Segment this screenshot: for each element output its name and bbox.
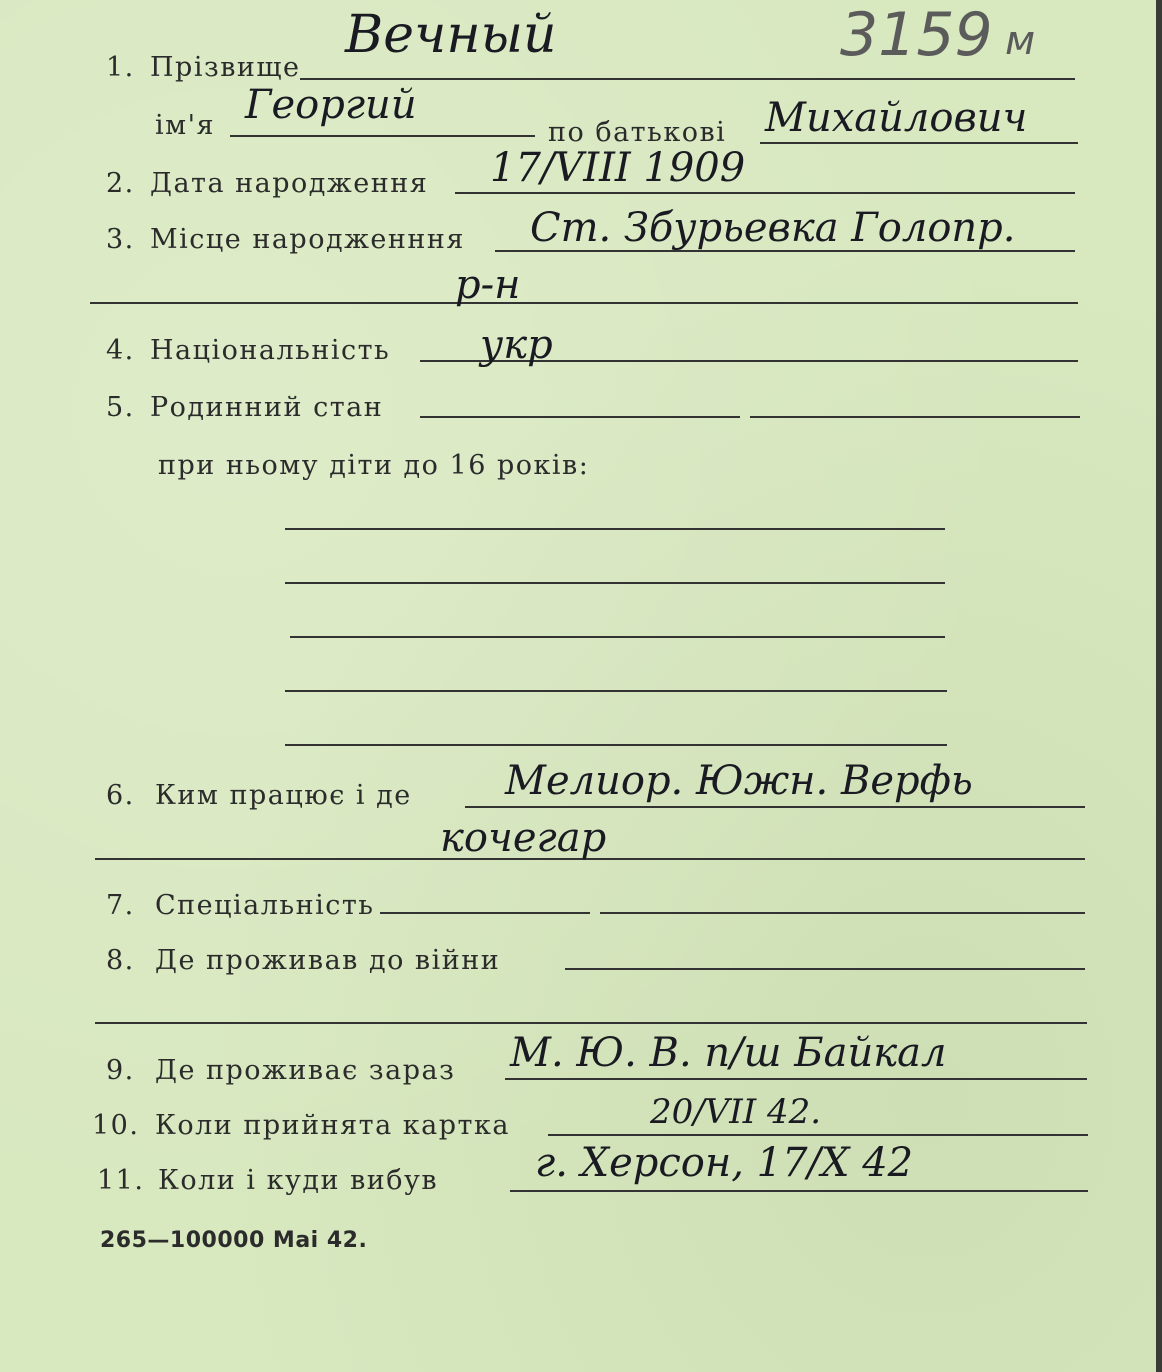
current-residence-line xyxy=(505,1078,1087,1080)
marital-label: Родинний стан xyxy=(150,392,384,423)
children-label: при ньому діти до 16 років: xyxy=(158,450,590,481)
surname-value: Вечный xyxy=(345,5,557,65)
field-4-number: 4. xyxy=(106,335,135,366)
card-edge xyxy=(1156,0,1162,1372)
name-value: Георгий xyxy=(245,82,417,128)
birthplace-line-2 xyxy=(90,302,1078,304)
card-accepted-line xyxy=(548,1134,1088,1136)
field-9-number: 9. xyxy=(106,1055,135,1086)
name-line xyxy=(230,135,535,137)
work-value: Мелиор. Южн. Верфь xyxy=(505,758,973,804)
work-line xyxy=(465,806,1085,808)
prewar-residence-line-2 xyxy=(95,1022,1087,1024)
birthplace-label: Місце народженння xyxy=(150,224,465,255)
departure-line xyxy=(510,1190,1088,1192)
surname-line xyxy=(300,78,1075,80)
departure-value: г. Херсон, 17/X 42 xyxy=(535,1140,914,1186)
field-11-number: 11. xyxy=(97,1165,145,1196)
field-7-number: 7. xyxy=(106,890,135,921)
field-5-number: 5. xyxy=(106,392,135,423)
marital-line-a xyxy=(420,416,740,418)
patronymic-value: Михайлович xyxy=(765,95,1028,141)
speciality-line-b xyxy=(600,912,1085,914)
print-run-footer: 265—100000 Mai 42. xyxy=(100,1228,368,1253)
patronymic-label: по батькові xyxy=(548,117,727,148)
field-10-number: 10. xyxy=(92,1110,140,1141)
birthdate-value: 17/VIII 1909 xyxy=(490,145,746,191)
field-6-number: 6. xyxy=(106,780,135,811)
field-2-number: 2. xyxy=(106,168,135,199)
speciality-label: Спеціальність xyxy=(155,890,375,921)
nationality-value: укр xyxy=(480,322,553,368)
card-accepted-label: Коли прийнята картка xyxy=(155,1110,510,1141)
archive-suffix: м xyxy=(1005,18,1036,64)
name-label: ім'я xyxy=(155,110,216,141)
archive-number: 3159 xyxy=(840,0,993,70)
birthplace-value: Ст. Збурьевка Голопр. xyxy=(530,205,1016,251)
child-1-line xyxy=(285,528,945,530)
speciality-line-a xyxy=(380,912,590,914)
current-residence-value: М. Ю. В. п/ш Байкал xyxy=(510,1030,947,1076)
child-2-line xyxy=(285,582,945,584)
birthplace-value-2: р-н xyxy=(455,262,521,308)
field-1-number: 1. xyxy=(106,52,135,83)
birthdate-label: Дата народження xyxy=(150,168,429,199)
field-3-number: 3. xyxy=(106,224,135,255)
card-accepted-value: 20/VII 42. xyxy=(650,1092,822,1132)
work-value-2: кочегар xyxy=(440,815,607,861)
child-4-line xyxy=(285,690,947,692)
nationality-label: Національність xyxy=(150,335,391,366)
child-5-line xyxy=(285,744,947,746)
child-3-line xyxy=(290,636,945,638)
departure-label: Коли і куди вибув xyxy=(158,1165,439,1196)
prewar-residence-line xyxy=(565,968,1085,970)
prewar-residence-label: Де проживав до війни xyxy=(155,945,501,976)
surname-label: Прізвище xyxy=(150,52,301,83)
field-8-number: 8. xyxy=(106,945,135,976)
work-label: Ким працює і де xyxy=(155,780,412,811)
current-residence-label: Де проживає зараз xyxy=(155,1055,456,1086)
patronymic-line xyxy=(760,142,1078,144)
birthdate-line xyxy=(455,192,1075,194)
marital-line-b xyxy=(750,416,1080,418)
